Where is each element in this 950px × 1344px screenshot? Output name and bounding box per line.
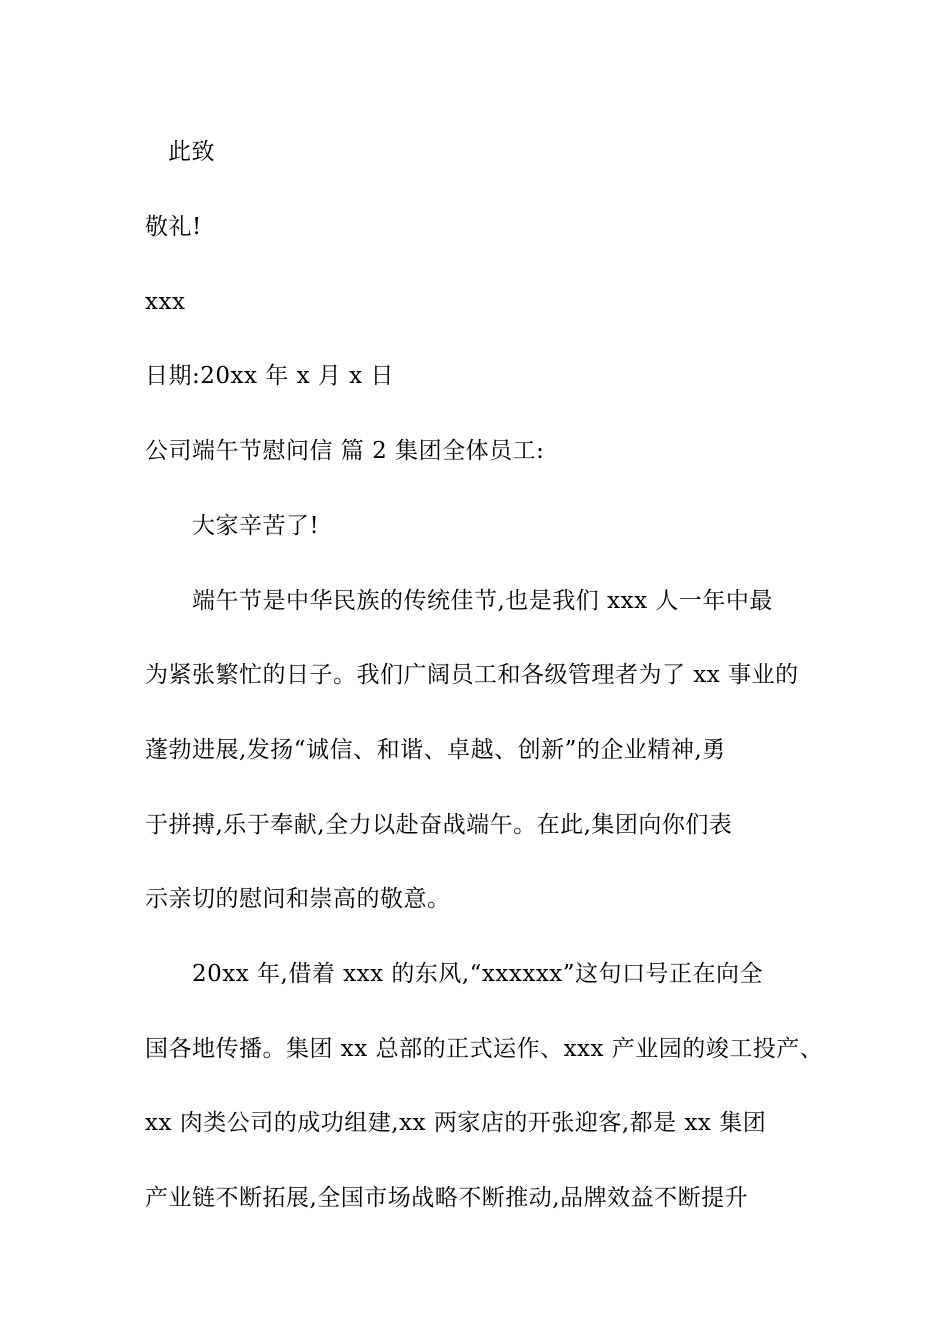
paragraph2-line: 20xx 年,借着 xxx 的东风,“xxxxxx”这句口号正在向全 [192,961,764,987]
closing-regards: 敬礼! [145,214,202,240]
paragraph1-line: 于拼搏,乐于奉献,全力以赴奋战端午。在此,集团向你们表 [145,812,733,838]
paragraph2-line: xx 肉类公司的成功组建,xx 两家店的开张迎客,都是 xx 集团 [145,1110,767,1136]
paragraph1-line: 端午节是中华民族的传统佳节,也是我们 xxx 人一年中最 [192,588,773,614]
paragraph1-line: 为紧张繁忙的日子。我们广阔员工和各级管理者为了 xx 事业的 [145,662,799,688]
paragraph1-line: 蓬勃进展,发扬“诚信、和谐、卓越、创新”的企业精神,勇 [145,737,726,763]
signature: xxx [145,289,186,315]
closing-salutation: 此致 [168,139,215,165]
paragraph2-line: 产业链不断拓展,全国市场战略不断推动,品牌效益不断提升 [145,1185,749,1211]
paragraph1-line: 示亲切的慰问和崇高的敬意。 [145,886,451,912]
letter2-greeting: 大家辛苦了! [192,513,320,539]
letter-date: 日期:20xx 年 x 月 x 日 [145,363,394,389]
letter2-heading: 公司端午节慰问信 篇 2 集团全体员工: [145,438,545,464]
paragraph2-line: 国各地传播。集团 xx 总部的正式运作、xxx 产业园的竣工投产、 [145,1036,824,1062]
